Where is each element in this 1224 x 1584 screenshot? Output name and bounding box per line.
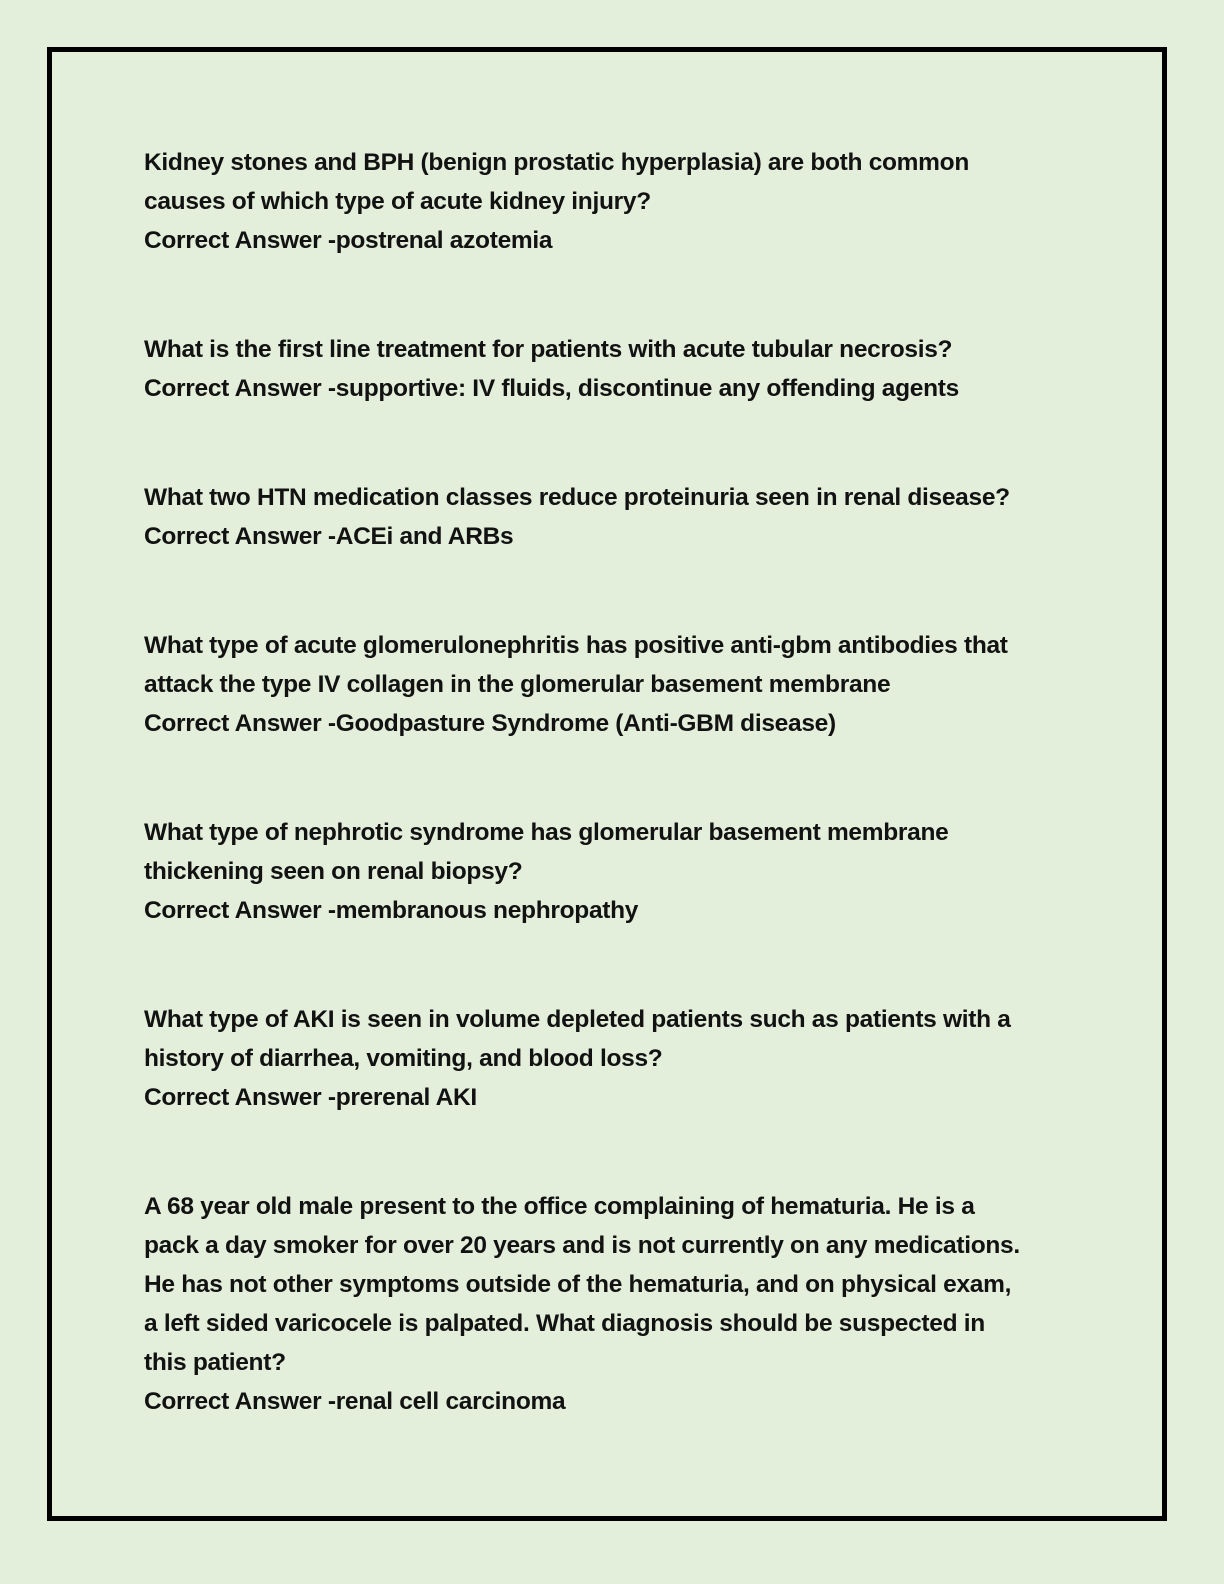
answer-text: Correct Answer -Goodpasture Syndrome (Anti-GBM disease)	[144, 710, 836, 737]
question-text: What two HTN medication classes reduce proteinuria seen in renal disease?	[144, 484, 1010, 511]
answer-text: Correct Answer -supportive: IV fluids, discontinue any offending agents	[144, 375, 959, 402]
question-text: A 68 year old male present to the office complaining of hematuria. He is a pack a day smoker for over 20 years and is not currently on any medications. He has not other symptoms outside of the hematuria, and on physical exam, a left sided varicocele is palpated. What diagnosis should be suspected in this patient?	[144, 1193, 1020, 1376]
qa-item	[144, 1000, 1104, 1117]
answer-text: Correct Answer -ACEi and ARBs	[144, 523, 514, 550]
answer-text: Correct Answer -renal cell carcinoma	[144, 1388, 566, 1415]
answer-text: Correct Answer -membranous nephropathy	[144, 897, 639, 924]
qa-item	[144, 143, 1104, 260]
question-text: What is the first line treatment for patients with acute tubular necrosis?	[144, 336, 953, 363]
qa-item	[144, 1187, 1104, 1421]
qa-item	[144, 478, 1104, 556]
qa-item	[144, 813, 1104, 930]
answer-text: Correct Answer -postrenal azotemia	[144, 227, 553, 254]
answer-text: Correct Answer -prerenal AKI	[144, 1084, 477, 1111]
qa-item	[144, 626, 1104, 743]
question-text: Kidney stones and BPH (benign prostatic hyperplasia) are both common causes of which type of acute kidney injury?	[144, 149, 969, 215]
question-text: What type of nephrotic syndrome has glomerular basement membrane thickening seen on renal biopsy?	[144, 819, 949, 885]
qa-list	[144, 143, 1104, 1491]
question-text: What type of acute glomerulonephritis has positive anti-gbm antibodies that attack the type IV collagen in the glomerular basement membrane	[144, 632, 1008, 698]
question-text: What type of AKI is seen in volume depleted patients such as patients with a history of diarrhea, vomiting, and blood loss?	[144, 1006, 1011, 1072]
qa-item	[144, 330, 1104, 408]
